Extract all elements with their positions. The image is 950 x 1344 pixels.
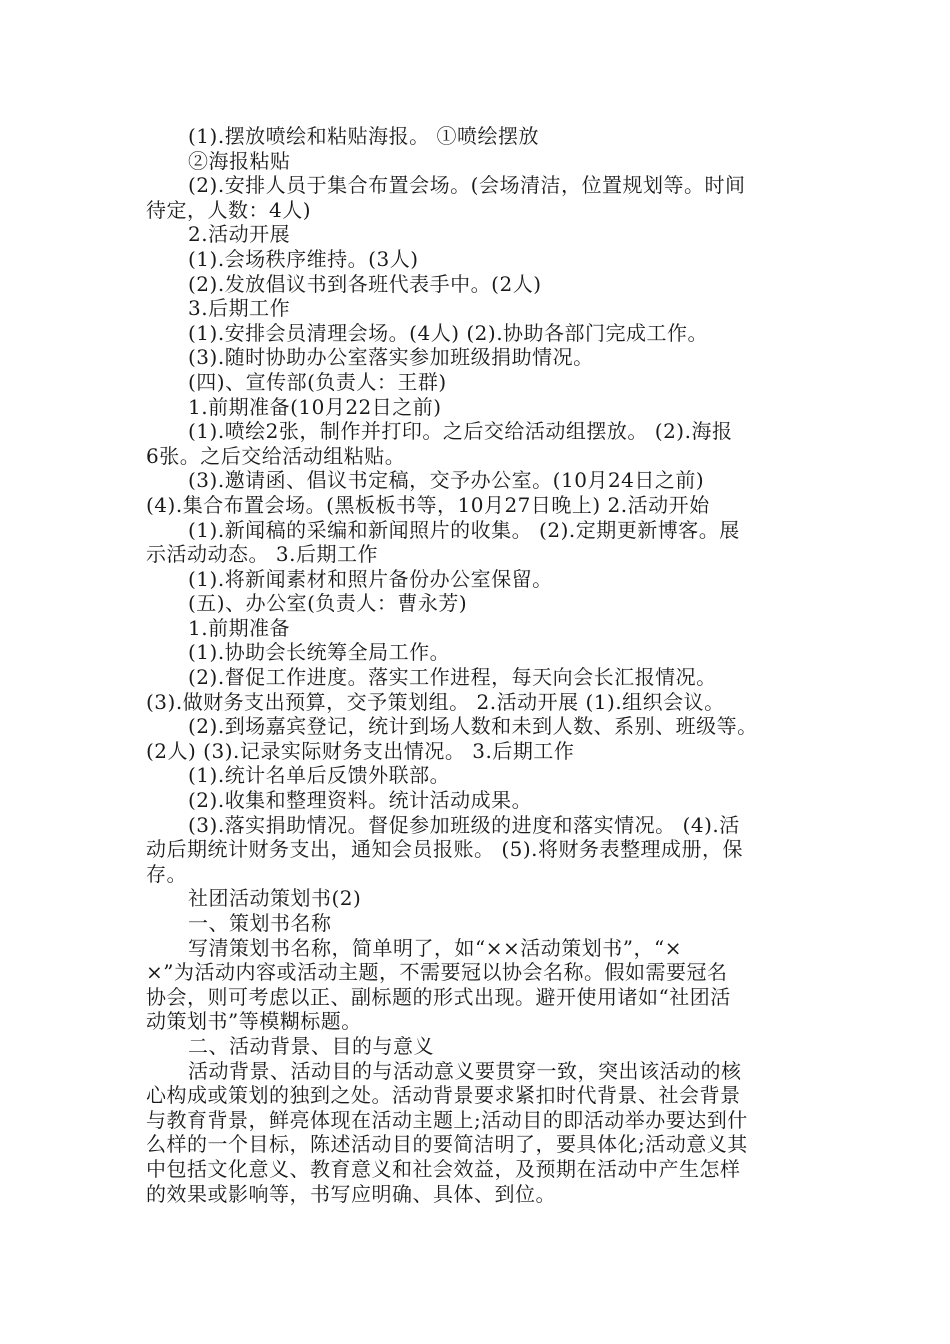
- text-line: (4).集合布置会场。(黑板板书等，10月27日晚上) 2.活动开始: [146, 492, 710, 517]
- text-line: (1).安排会员清理会场。(4人) (2).协助各部门完成工作。: [188, 320, 709, 345]
- text-line: (2).安排人员于集合布置会场。(会场清洁，位置规划等。时间: [188, 173, 746, 198]
- text-line: 待定，人数：4人): [146, 197, 312, 222]
- document-body: [146, 124, 812, 1206]
- text-line: (1).摆放喷绘和粘贴海报。 ①喷绘摆放: [188, 124, 540, 148]
- text-line: 么样的一个目标，陈述活动目的要简洁明了，要具体化;活动意义其: [146, 1132, 748, 1157]
- text-line: (1).新闻稿的采编和新闻照片的收集。 (2).定期更新博客。展: [188, 517, 740, 542]
- text-line: 动后期统计财务支出，通知会员报账。 (5).将财务表整理成册，保: [146, 837, 744, 862]
- text-line: (2).收集和整理资料。统计活动成果。: [188, 788, 533, 813]
- text-line: 心构成或策划的独到之处。活动背景要求紧扣时代背景、社会背景: [146, 1083, 741, 1108]
- text-line: (2).发放倡议书到各班代表手中。(2人): [188, 271, 542, 296]
- text-line: 写清策划书名称，简单明了，如“××活动策划书”，“×: [188, 935, 682, 960]
- text-line: (3).做财务支出预算，交予策划组。 2.活动开展 (1).组织会议。: [146, 689, 725, 714]
- text-line: 活动背景、活动目的与活动意义要贯穿一致，突出该活动的核: [188, 1058, 742, 1083]
- text-line: 的效果或影响等，书写应明确、具体、到位。: [146, 1181, 556, 1206]
- text-line: (2).督促工作进度。落实工作进程，每天向会长汇报情况。: [188, 665, 717, 690]
- text-line: 动策划书”等模糊标题。: [146, 1009, 362, 1034]
- text-line: (1).将新闻素材和照片备份办公室保留。: [188, 566, 553, 591]
- text-line: ×”为活动内容或活动主题，不需要冠以协会名称。假如需要冠名: [146, 960, 728, 985]
- text-line: 1.前期准备: [188, 615, 291, 640]
- text-line: 示活动动态。 3.后期工作: [146, 542, 378, 567]
- text-line: 3.后期工作: [188, 296, 291, 321]
- text-line: 协会，则可考虑以正、副标题的形式出现。避开使用诸如“社团活: [146, 984, 731, 1009]
- text-line: 中包括文化意义、教育意义和社会效益，及预期在活动中产生怎样: [146, 1156, 741, 1181]
- text-line: ②海报粘贴: [188, 148, 291, 173]
- text-line: 一、策划书名称: [188, 911, 332, 935]
- text-line: 6张。之后交给活动组粘贴。: [146, 443, 406, 468]
- text-line: 存。: [146, 861, 187, 886]
- text-line: (1).统计名单后反馈外联部。: [188, 763, 451, 788]
- text-line: (3).随时协助办公室落实参加班级捐助情况。: [188, 345, 594, 370]
- text-line: (五)、办公室(负责人：曹永芳): [188, 591, 468, 616]
- text-line: 社团活动策划书(2): [188, 886, 362, 911]
- text-line: (1).协助会长统筹全局工作。: [188, 640, 451, 665]
- text-line: 二、活动背景、目的与意义: [188, 1033, 434, 1058]
- text-line: (2人) (3).记录实际财务支出情况。 3.后期工作: [146, 738, 575, 763]
- text-line: (3).落实捐助情况。督促参加班级的进度和落实情况。 (4).活: [188, 812, 740, 837]
- text-line: (1).喷绘2张，制作并打印。之后交给活动组摆放。 (2).海报: [188, 419, 733, 444]
- text-line: 与教育背景，鲜亮体现在活动主题上;活动目的即活动举办要达到什: [146, 1107, 748, 1132]
- text-line: 2.活动开展: [188, 222, 291, 247]
- text-line: (四)、宣传部(负责人：王群): [188, 369, 447, 394]
- text-line: (1).会场秩序维持。(3人): [188, 246, 419, 271]
- text-line: (3).邀请函、倡议书定稿，交予办公室。(10月24日之前): [188, 468, 705, 493]
- text-line: (2).到场嘉宾登记，统计到场人数和未到人数、系别、班级等。: [188, 714, 758, 739]
- text-line: 1.前期准备(10月22日之前): [188, 394, 442, 419]
